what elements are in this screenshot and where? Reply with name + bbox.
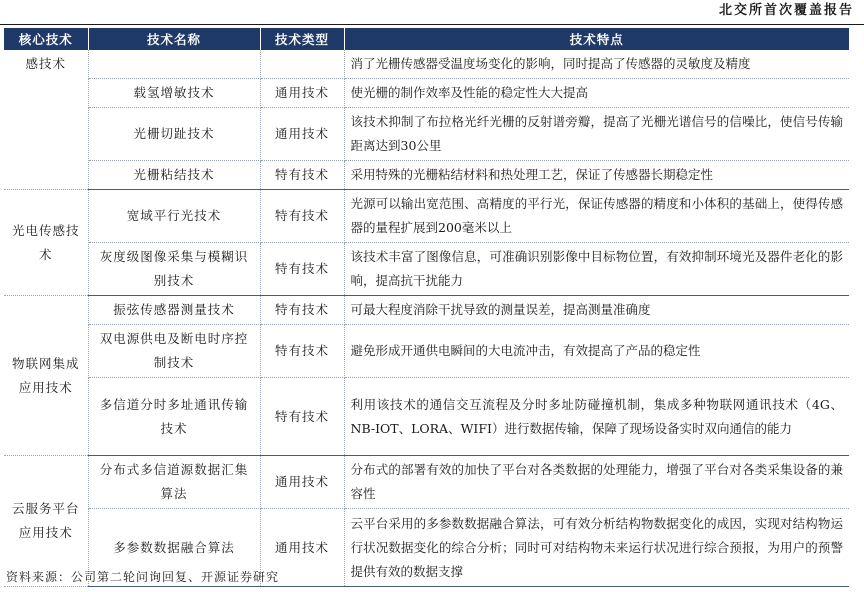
- tech-type-cell: 特有技术: [260, 325, 344, 378]
- tech-type-cell: 特有技术: [260, 296, 344, 325]
- tech-feature-cell: 采用特殊的光栅粘结材料和热处理工艺，保证了传感器长期稳定性: [344, 161, 849, 190]
- table-row: [4, 79, 849, 108]
- tech-type-cell: 通用技术: [260, 79, 344, 108]
- tech-name-cell: 分布式多信道源数据汇集算法: [88, 456, 260, 509]
- tech-type-cell: [260, 50, 344, 79]
- table-row: [4, 161, 849, 190]
- table-row: [4, 378, 849, 456]
- tech-name-cell: 宽域平行光技术: [88, 190, 260, 243]
- tech-feature-cell: 云平台采用的多参数数据融合算法，可有效分析结构物数据变化的成因，实现对结构物运行状况数据变化的综合分析；同时可对结构物未来运行状况进行综合预报，为用户的预警提供有效的数据支撑: [344, 509, 849, 587]
- report-header-title: 北交所首次覆盖报告: [718, 3, 854, 18]
- tech-type-cell: 通用技术: [260, 509, 344, 587]
- tech-name-cell: 多参数数据融合算法: [88, 509, 260, 587]
- tech-feature-cell: 该技术丰富了图像信息，可准确识别影像中目标物位置，有效抑制环境光及器件老化的影响，提高抗干扰能力: [344, 243, 849, 296]
- tech-name-cell: 多信道分时多址通讯传输技术: [88, 378, 260, 456]
- core-tech-cell: 感技术: [4, 50, 88, 190]
- tech-type-cell: 特有技术: [260, 190, 344, 243]
- tech-name-cell: 光栅粘结技术: [88, 161, 260, 190]
- table-row: [4, 108, 849, 161]
- tech-feature-cell: 使光栅的制作效率及性能的稳定性大大提高: [344, 79, 849, 108]
- tech-type-cell: 特有技术: [260, 378, 344, 456]
- core-tech-cell: 云服务平台应用技术: [4, 456, 88, 587]
- tech-name-cell: 载氢增敏技术: [88, 79, 260, 108]
- tech-name-cell: 振弦传感器测量技术: [88, 296, 260, 325]
- tech-feature-cell: 消了光栅传感器受温度场变化的影响，同时提高了传感器的灵敏度及精度: [344, 50, 849, 79]
- source-note: 资料来源：公司第二轮问询回复、开源证券研究: [6, 570, 280, 584]
- header-tech-name: 技术名称: [88, 28, 260, 50]
- tech-feature-cell: 避免形成开通供电瞬间的大电流冲击，有效提高了产品的稳定性: [344, 325, 849, 378]
- table-row: [4, 325, 849, 378]
- tech-feature-cell: 利用该技术的通信交互流程及分时多址防碰撞机制，集成多种物联网通讯技术（4G、NB-IOT、LORA、WIFI）进行数据传输，保障了现场设备实时双向通信的能力: [344, 378, 849, 456]
- tech-type-cell: 特有技术: [260, 243, 344, 296]
- tech-type-cell: 特有技术: [260, 161, 344, 190]
- tech-name-cell: 光栅切趾技术: [88, 108, 260, 161]
- core-tech-cell: 物联网集成应用技术: [4, 296, 88, 456]
- tech-type-cell: 通用技术: [260, 456, 344, 509]
- tech-feature-cell: 该技术抑制了布拉格光纤光栅的反射谱旁瓣，提高了光栅光谱信号的信噪比，使信号传输距离达到30公里: [344, 108, 849, 161]
- technology-table: [4, 28, 849, 587]
- table-row: [4, 243, 849, 296]
- tech-type-cell: 通用技术: [260, 108, 344, 161]
- table-row: [4, 50, 849, 79]
- table-row: [4, 456, 849, 509]
- table-header-row: [4, 28, 849, 50]
- tech-feature-cell: 光源可以输出宽范围、高精度的平行光，保证传感器的精度和小体积的基础上，使得传感器的量程扩展到200毫米以上: [344, 190, 849, 243]
- header-rule: [0, 24, 864, 25]
- header-tech-type: 技术类型: [260, 28, 344, 50]
- header-tech-feature: 技术特点: [344, 28, 849, 50]
- header-core-tech: 核心技术: [4, 28, 88, 50]
- tech-feature-cell: 可最大程度消除干扰导致的测量误差，提高测量准确度: [344, 296, 849, 325]
- tech-name-cell: [88, 50, 260, 79]
- tech-name-cell: 双电源供电及断电时序控制技术: [88, 325, 260, 378]
- tech-feature-cell: 分布式的部署有效的加快了平台对各类数据的处理能力，增强了平台对各类采集设备的兼容性: [344, 456, 849, 509]
- tech-name-cell: 灰度级图像采集与模糊识别技术: [88, 243, 260, 296]
- table-row: [4, 190, 849, 243]
- core-tech-cell: 光电传感技术: [4, 190, 88, 296]
- table-row: [4, 296, 849, 325]
